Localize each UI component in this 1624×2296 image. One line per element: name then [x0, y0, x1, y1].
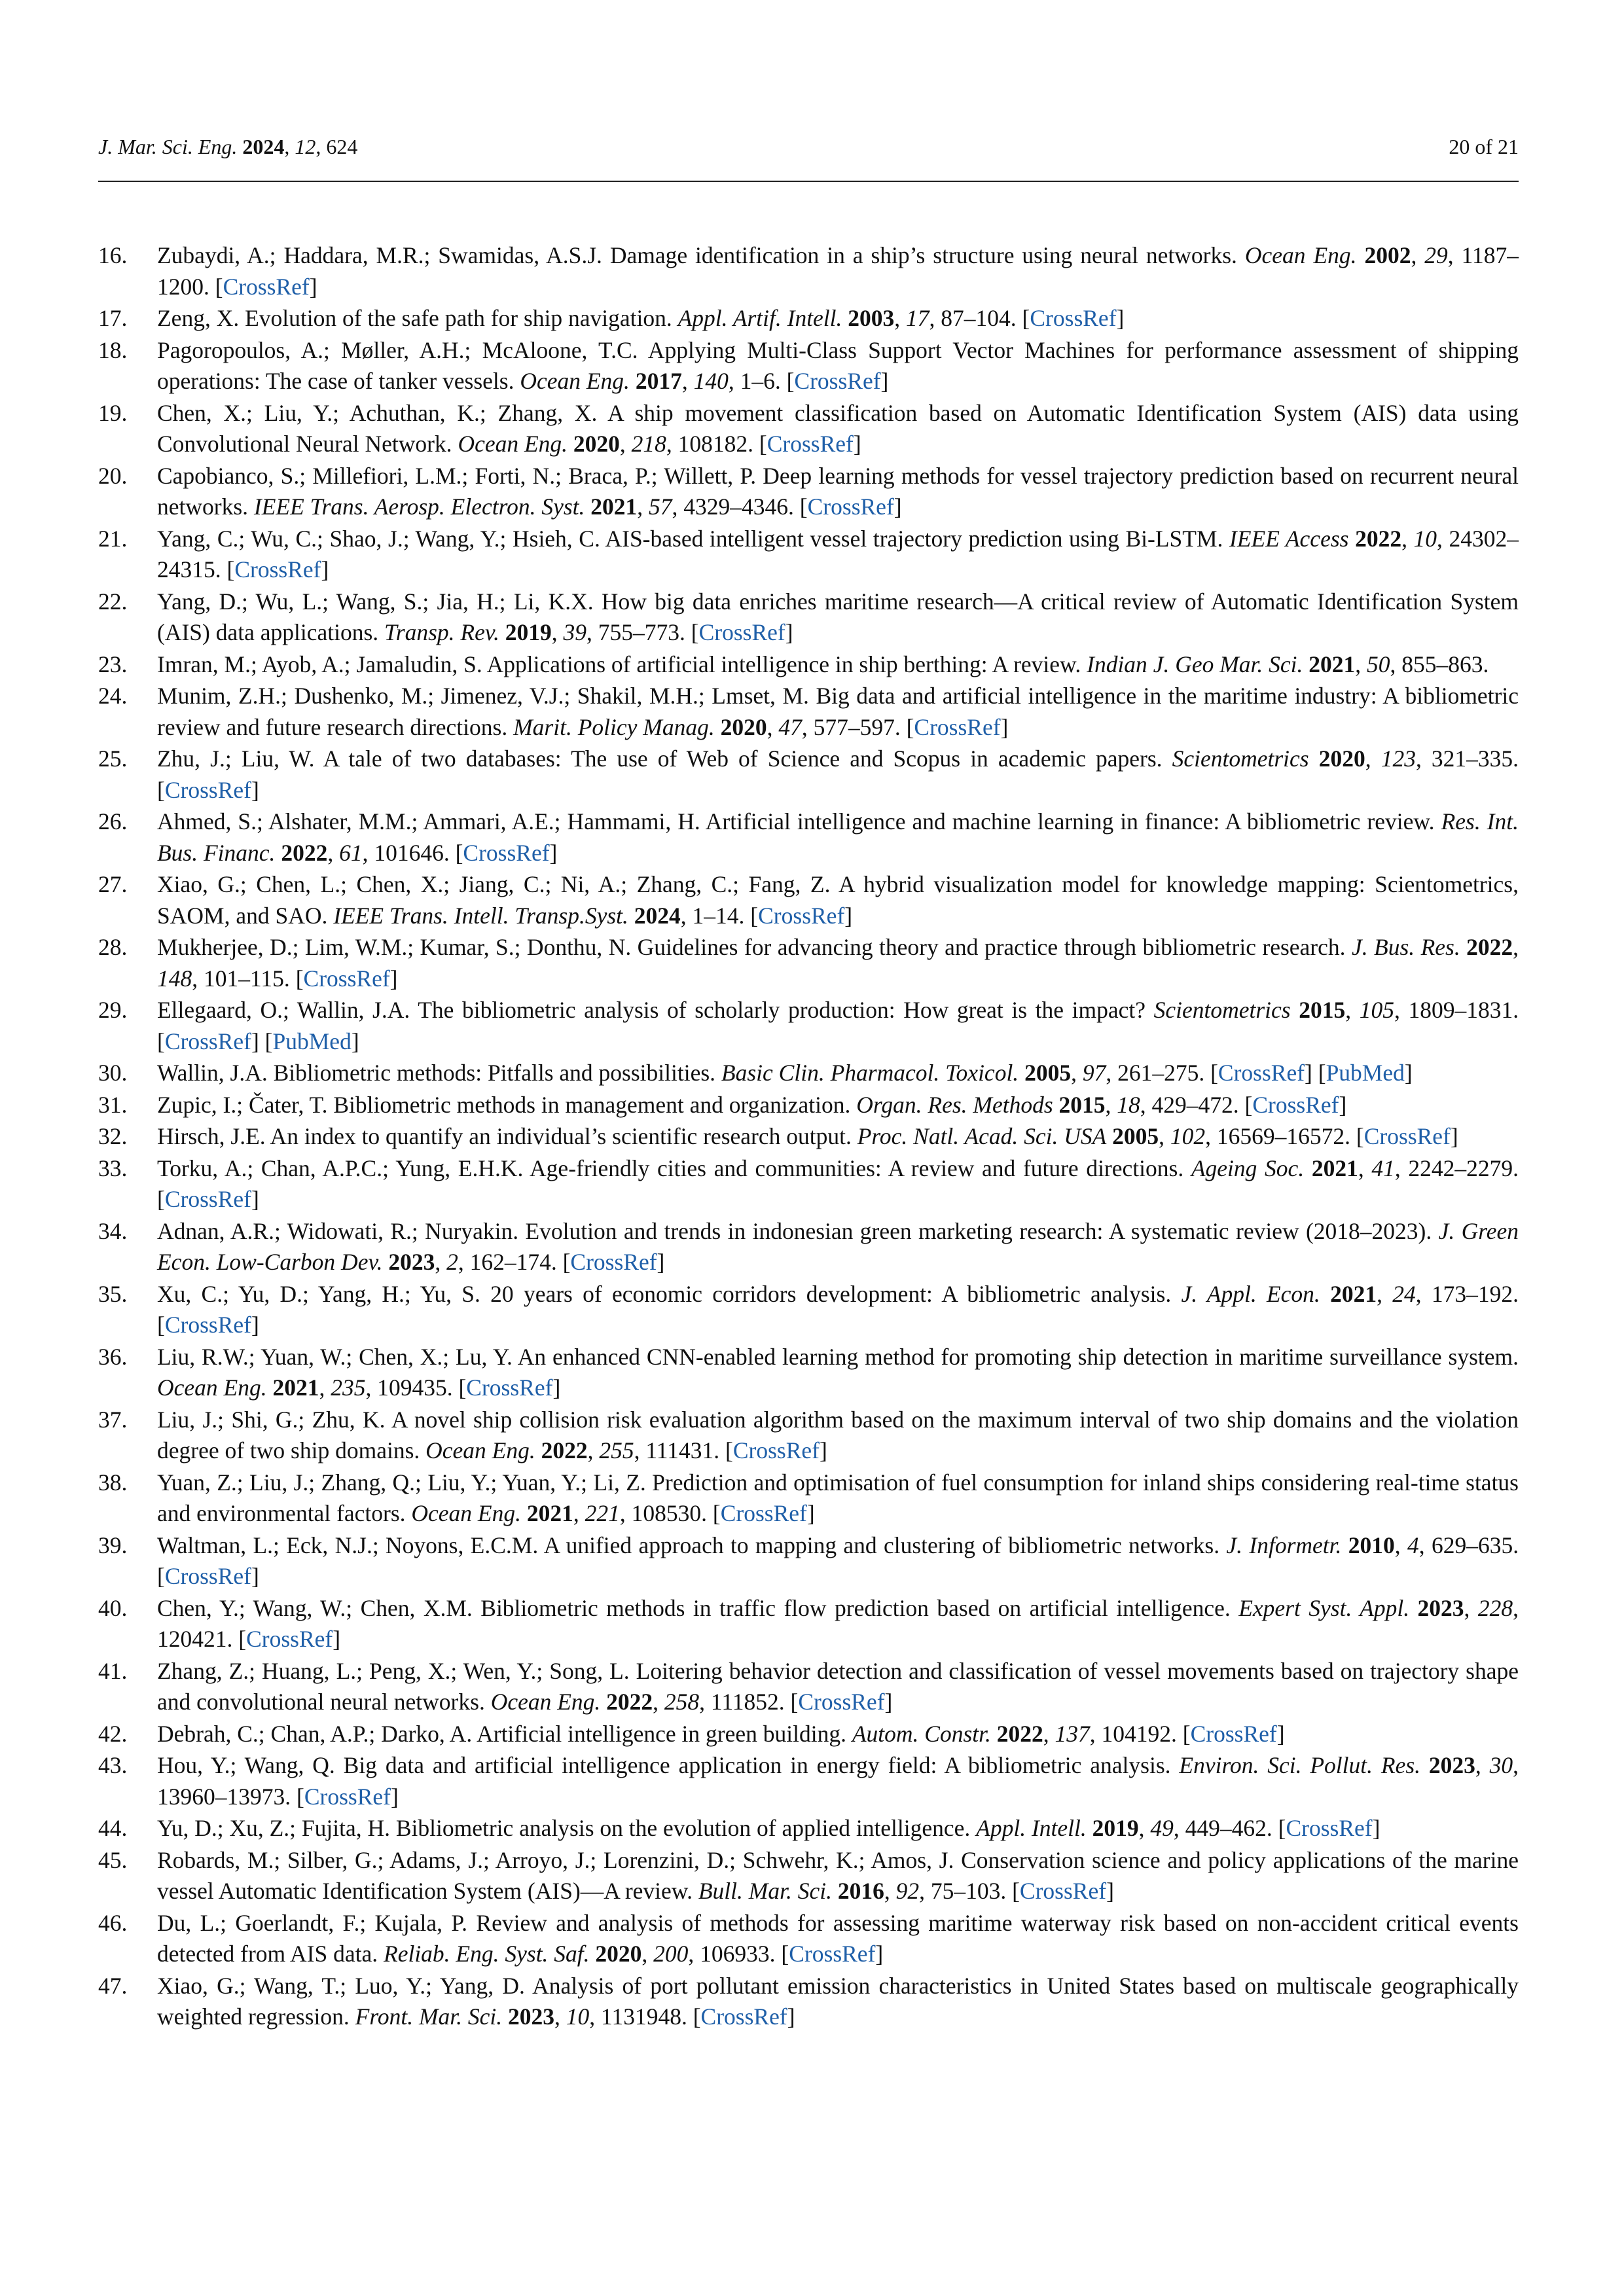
crossref-link[interactable]: CrossRef: [720, 1500, 807, 1526]
reference-authors-title: Zeng, X. Evolution of the safe path for ship navigation.: [157, 305, 672, 331]
reference-pages: 101–115.: [204, 965, 290, 992]
pubmed-link[interactable]: PubMed: [1326, 1060, 1405, 1086]
reference-text: Adnan, A.R.; Widowati, R.; Nuryakin. Evolution and trends in indonesian green marketing research: A systematic review (2018–2023). J. Green Econ. Low-Carbon Dev. 2023, 2, 162–174. [CrossRef]: [157, 1217, 1519, 1275]
reference-volume: 92: [895, 1878, 920, 1904]
reference-pages: 1–6.: [740, 368, 781, 394]
reference-item: [98, 744, 1519, 806]
reference-year: 2023: [388, 1249, 435, 1275]
reference-item: [98, 1719, 1519, 1750]
reference-year: 2022: [606, 1689, 653, 1715]
reference-item: [98, 1121, 1519, 1153]
reference-number: 29.: [98, 997, 128, 1023]
article-number: 624: [326, 135, 358, 158]
reference-authors-title: Waltman, L.; Eck, N.J.; Noyons, E.C.M. A unified approach to mapping and clustering of bibliometric networks.: [157, 1532, 1220, 1558]
reference-item: [98, 995, 1519, 1057]
reference-text: Waltman, L.; Eck, N.J.; Noyons, E.C.M. A unified approach to mapping and clustering of bibliometric networks. J. Informetr. 2010, 4, 629–635. [CrossRef]: [157, 1532, 1519, 1589]
crossref-link[interactable]: CrossRef: [794, 368, 881, 394]
reference-item: [98, 240, 1519, 302]
reference-volume: 228: [1477, 1594, 1513, 1621]
reference-text: Yang, D.; Wu, L.; Wang, S.; Jia, H.; Li, K.X. How big data enriches maritime research—A critical review of Automatic Identification System (AIS) data applications. Transp. Rev. 2019, 39, 755–773. [CrossRef]: [157, 588, 1519, 645]
crossref-link[interactable]: CrossRef: [1019, 1878, 1107, 1904]
reference-number: 25.: [98, 745, 128, 772]
reference-item: [98, 681, 1519, 743]
reference-text: Capobianco, S.; Millefiori, L.M.; Forti, N.; Braca, P.; Willett, P. Deep learning methods for vessel trajectory prediction based on recurrent neural networks. IEEE Trans. Aerosp. Electron. Syst. 2021, 57, 4329–4346. [CrossRef]: [157, 462, 1519, 520]
crossref-link[interactable]: CrossRef: [758, 902, 845, 929]
crossref-link[interactable]: CrossRef: [1286, 1815, 1373, 1841]
crossref-link[interactable]: CrossRef: [304, 1783, 391, 1810]
reference-journal: J. Bus. Res.: [1351, 934, 1460, 960]
reference-journal: Transp. Rev.: [384, 619, 499, 645]
reference-text: Zeng, X. Evolution of the safe path for ship navigation. Appl. Artif. Intell. 2003, 17, 87–104. [CrossRef]: [157, 305, 1125, 331]
reference-item: [98, 649, 1519, 681]
reference-year: 2020: [720, 713, 767, 740]
reference-volume: 97: [1082, 1060, 1106, 1086]
reference-authors-title: Imran, M.; Ayob, A.; Jamaludin, S. Applications of artificial intelligence in ship berthing: A review.: [157, 651, 1081, 677]
reference-year: 2022: [996, 1720, 1043, 1747]
reference-number: 18.: [98, 336, 128, 363]
reference-authors-title: Zhang, Z.; Huang, L.; Peng, X.; Wen, Y.; Song, L. Loitering behavior detection and classification of vessel movements based on trajectory shape and convolutional neural networks.: [157, 1657, 1519, 1715]
reference-pages: 577–597.: [813, 713, 901, 740]
reference-authors-title: Yu, D.; Xu, Z.; Fujita, H. Bibliometric analysis on the evolution of applied intelligence.: [157, 1815, 971, 1841]
reference-year: 2003: [848, 305, 895, 331]
reference-journal: Expert Syst. Appl.: [1238, 1594, 1410, 1621]
reference-journal: J. Appl. Econ.: [1181, 1280, 1320, 1307]
reference-volume: 235: [331, 1374, 366, 1401]
reference-text: Hirsch, J.E. An index to quantify an individual’s scientific research output. Proc. Natl. Acad. Sci. USA 2005, 102, 16569–16572. [CrossRef]: [157, 1123, 1458, 1149]
reference-number: 21.: [98, 525, 128, 552]
reference-year: 2021: [1308, 651, 1356, 677]
reference-authors-title: Capobianco, S.; Millefiori, L.M.; Forti, N.; Braca, P.; Willett, P. Deep learning methods for vessel trajectory prediction based on recurrent neural networks.: [157, 462, 1519, 520]
reference-journal: Ocean Eng.: [520, 368, 630, 394]
reference-journal: IEEE Trans. Intell. Transp.Syst.: [333, 902, 628, 929]
reference-text: Ellegaard, O.; Wallin, J.A. The bibliometric analysis of scholarly production: How great is the impact? Scientometrics 2015, 105, 1809–1831. [CrossRef] [PubMed]: [157, 997, 1519, 1054]
reference-journal: Bull. Mar. Sci.: [698, 1878, 832, 1904]
reference-number: 32.: [98, 1123, 128, 1149]
reference-journal: Scientometrics: [1153, 997, 1291, 1023]
reference-item: [98, 1845, 1519, 1907]
reference-number: 46.: [98, 1909, 128, 1936]
reference-text: Liu, J.; Shi, G.; Zhu, K. A novel ship collision risk evaluation algorithm based on the maximum interval of two ship domains and the violation degree of two ship domains. Ocean Eng. 2022, 255, 111431. [CrossRef]: [157, 1406, 1519, 1463]
crossref-link[interactable]: CrossRef: [767, 431, 854, 457]
reference-pages: 321–335.: [1431, 745, 1519, 772]
reference-text: Pagoropoulos, A.; Møller, A.H.; McAloone, T.C. Applying Multi-Class Support Vector Machines for performance assessment of shipping operations: The case of tanker vessels. Ocean Eng. 2017, 140, 1–6. [CrossRef]: [157, 336, 1519, 394]
crossref-link[interactable]: CrossRef: [164, 1563, 251, 1589]
reference-item: [98, 398, 1519, 460]
reference-number: 20.: [98, 462, 128, 489]
reference-year: 2024: [634, 902, 681, 929]
reference-list: [98, 240, 1519, 2034]
reference-pages: 1809–1831.: [1408, 997, 1519, 1023]
reference-journal: Appl. Intell.: [976, 1815, 1087, 1841]
reference-text: Hou, Y.; Wang, Q. Big data and artificial intelligence application in energy field: A bibliometric analysis. Environ. Sci. Pollut. Res. 2023, 30, 13960–13973. [CrossRef]: [157, 1752, 1519, 1810]
reference-text: Mukherjee, D.; Lim, W.M.; Kumar, S.; Donthu, N. Guidelines for advancing theory and practice through bibliometric research. J. Bus. Res. 2022, 148, 101–115. [CrossRef]: [157, 934, 1519, 992]
crossref-link[interactable]: CrossRef: [1218, 1060, 1305, 1086]
reference-text: Xiao, G.; Wang, T.; Luo, Y.; Yang, D. Analysis of port pollutant emission characteristics in United States based on multiscale geographically weighted regression. Front. Mar. Sci. 2023, 10, 1131948. [CrossRef]: [157, 1972, 1519, 2030]
reference-number: 33.: [98, 1155, 128, 1181]
reference-volume: 30: [1489, 1752, 1513, 1778]
reference-text: Yu, D.; Xu, Z.; Fujita, H. Bibliometric analysis on the evolution of applied intelligence. Appl. Intell. 2019, 49, 449–462. [CrossRef]: [157, 1815, 1380, 1841]
reference-year: 2021: [1330, 1280, 1377, 1307]
reference-pages: 104192.: [1101, 1720, 1177, 1747]
reference-number: 26.: [98, 808, 128, 834]
reference-pages: 111852.: [710, 1689, 785, 1715]
reference-year: 2019: [1092, 1815, 1139, 1841]
reference-item: [98, 461, 1519, 523]
crossref-link[interactable]: CrossRef: [1252, 1091, 1339, 1118]
reference-year: 2005: [1024, 1060, 1072, 1086]
reference-text: Yuan, Z.; Liu, J.; Zhang, Q.; Liu, Y.; Yuan, Y.; Li, Z. Prediction and optimisation of fuel consumption for inland ships considering real-time status and environmental factors. Ocean Eng. 2021, 221, 108530. [CrossRef]: [157, 1469, 1519, 1526]
reference-year: 2002: [1364, 242, 1411, 268]
reference-volume: 258: [664, 1689, 700, 1715]
reference-journal: Ocean Eng.: [458, 431, 568, 457]
crossref-link[interactable]: CrossRef: [466, 1374, 553, 1401]
reference-authors-title: Xu, C.; Yu, D.; Yang, H.; Yu, S. 20 years of economic corridors development: A bibliometric analysis.: [157, 1280, 1172, 1307]
crossref-link[interactable]: CrossRef: [570, 1249, 657, 1275]
reference-journal: Front. Mar. Sci.: [355, 2003, 503, 2030]
reference-authors-title: Torku, A.; Chan, A.P.C.; Yung, E.H.K. Age-friendly cities and communities: A review and future directions.: [157, 1155, 1184, 1181]
reference-journal: Scientometrics: [1172, 745, 1309, 772]
reference-item: [98, 869, 1519, 931]
crossref-link[interactable]: CrossRef: [246, 1626, 333, 1652]
reference-authors-title: Wallin, J.A. Bibliometric methods: Pitfalls and possibilities.: [157, 1060, 716, 1086]
reference-journal: IEEE Trans. Aerosp. Electron. Syst.: [253, 493, 585, 520]
reference-volume: 39: [563, 619, 586, 645]
reference-item: [98, 1750, 1519, 1812]
reference-text: Ahmed, S.; Alshater, M.M.; Ammari, A.E.; Hammami, H. Artificial intelligence and machine learning in finance: A bibliometric review. Res. Int. Bus. Financ. 2022, 61, 101646. [CrossRef]: [157, 808, 1519, 866]
reference-number: 35.: [98, 1280, 128, 1307]
reference-year: 2023: [1428, 1752, 1475, 1778]
crossref-link[interactable]: CrossRef: [807, 493, 894, 520]
crossref-link[interactable]: CrossRef: [789, 1941, 876, 1967]
reference-year: 2019: [505, 619, 552, 645]
reference-volume: 41: [1371, 1155, 1395, 1181]
reference-text: Du, L.; Goerlandt, F.; Kujala, P. Review and analysis of methods for assessing maritime waterway risk based on non-accident critical events detected from AIS data. Reliab. Eng. Syst. Saf. 2020, 200, 106933. [CrossRef]: [157, 1909, 1519, 1967]
crossref-link[interactable]: CrossRef: [164, 1186, 251, 1212]
crossref-link[interactable]: CrossRef: [798, 1689, 885, 1715]
reference-authors-title: Zupic, I.; Čater, T. Bibliometric methods in management and organization.: [157, 1091, 851, 1118]
reference-journal: Ageing Soc.: [1191, 1155, 1305, 1181]
reference-authors-title: Xiao, G.; Wang, T.; Luo, Y.; Yang, D. Analysis of port pollutant emission characteristics in United States based on multiscale geographically weighted regression.: [157, 1972, 1519, 2030]
crossref-link[interactable]: CrossRef: [1030, 305, 1117, 331]
reference-pages: 111431.: [645, 1437, 720, 1463]
reference-number: 34.: [98, 1217, 128, 1244]
header-divider: [98, 181, 1519, 182]
reference-pages: 755–773.: [598, 619, 685, 645]
reference-item: [98, 1908, 1519, 1970]
reference-volume: 102: [1170, 1123, 1206, 1149]
reference-number: 40.: [98, 1594, 128, 1621]
reference-volume: 140: [693, 368, 729, 394]
reference-volume: 29: [1424, 242, 1448, 268]
reference-pages: 162–174.: [469, 1249, 557, 1275]
reference-authors-title: Zubaydi, A.; Haddara, M.R.; Swamidas, A.S.J. Damage identification in a ship’s structure using neural networks.: [157, 242, 1237, 268]
reference-number: 23.: [98, 651, 128, 677]
reference-authors-title: Mukherjee, D.; Lim, W.M.; Kumar, S.; Donthu, N. Guidelines for advancing theory and practice through bibliometric research.: [157, 934, 1346, 960]
reference-text: Zubaydi, A.; Haddara, M.R.; Swamidas, A.S.J. Damage identification in a ship’s structure using neural networks. Ocean Eng. 2002, 29, 1187–1200. [CrossRef]: [157, 242, 1519, 300]
journal-volume: 12: [295, 135, 316, 158]
reference-pages: 2242–2279.: [1408, 1155, 1519, 1181]
journal-citation: J. Mar. Sci. Eng. 2024, 12, 624: [98, 135, 358, 158]
reference-authors-title: Debrah, C.; Chan, A.P.; Darko, A. Artificial intelligence in green building.: [157, 1720, 846, 1747]
reference-authors-title: Liu, R.W.; Yuan, W.; Chen, X.; Lu, Y. An enhanced CNN-enabled learning method for promoting ship detection in maritime surveillance system.: [157, 1343, 1519, 1370]
reference-text: Imran, M.; Ayob, A.; Jamaludin, S. Applications of artificial intelligence in ship berthing: A review. Indian J. Geo Mar. Sci. 2021, 50, 855–863.: [157, 651, 1489, 677]
reference-journal: Ocean Eng.: [490, 1689, 601, 1715]
reference-text: Zupic, I.; Čater, T. Bibliometric methods in management and organization. Organ. Res. Methods 2015, 18, 429–472. [CrossRef]: [157, 1091, 1347, 1118]
reference-number: 31.: [98, 1091, 128, 1118]
crossref-link[interactable]: CrossRef: [164, 776, 251, 803]
reference-authors-title: Munim, Z.H.; Dushenko, M.; Jimenez, V.J.; Shakil, M.H.; Lmset, M. Big data and artificial intelligence in the maritime industry: A bibliometric review and future research directions.: [157, 683, 1519, 740]
reference-journal: Res. Int. Bus. Financ.: [157, 808, 1519, 866]
crossref-link[interactable]: CrossRef: [463, 839, 550, 866]
reference-journal: Marit. Policy Manag.: [513, 713, 715, 740]
reference-item: [98, 335, 1519, 397]
reference-pages: 109435.: [377, 1374, 453, 1401]
page-number: 20 of 21: [1449, 135, 1519, 158]
reference-year: 2021: [526, 1500, 573, 1526]
crossref-link[interactable]: CrossRef: [698, 619, 785, 645]
reference-number: 44.: [98, 1815, 128, 1841]
reference-number: 45.: [98, 1846, 128, 1873]
reference-pages: 87–104.: [941, 305, 1017, 331]
reference-pages: 629–635.: [1431, 1532, 1519, 1558]
reference-item: [98, 1153, 1519, 1215]
reference-journal: IEEE Access: [1229, 525, 1349, 552]
reference-year: 2021: [272, 1374, 319, 1401]
reference-journal: Autom. Constr.: [852, 1720, 991, 1747]
reference-text: Debrah, C.; Chan, A.P.; Darko, A. Artificial intelligence in green building. Autom. Constr. 2022, 137, 104192. [CrossRef]: [157, 1720, 1285, 1747]
reference-text: Robards, M.; Silber, G.; Adams, J.; Arroyo, J.; Lorenzini, D.; Schwehr, K.; Amos, J. Conservation science and policy applications of the marine vessel Automatic Identification System (AIS)—A review. Bull. Mar. Sci. 2016, 92, 75–103. [CrossRef]: [157, 1846, 1519, 1904]
reference-item: [98, 932, 1519, 994]
crossref-link[interactable]: CrossRef: [164, 1312, 251, 1338]
crossref-link[interactable]: CrossRef: [1190, 1720, 1277, 1747]
reference-volume: 123: [1380, 745, 1416, 772]
reference-text: Chen, X.; Liu, Y.; Achuthan, K.; Zhang, X. A ship movement classification based on Automatic Identification System (AIS) data using Convolutional Neural Network. Ocean Eng. 2020, 218, 108182. [CrossRef]: [157, 399, 1519, 457]
reference-number: 37.: [98, 1406, 128, 1433]
crossref-link[interactable]: CrossRef: [223, 273, 310, 300]
reference-number: 16.: [98, 242, 128, 268]
journal-abbrev: J. Mar. Sci. Eng.: [98, 135, 238, 158]
reference-authors-title: Chen, Y.; Wang, W.; Chen, X.M. Bibliometric methods in traffic flow prediction based on artificial intelligence.: [157, 1594, 1231, 1621]
reference-authors-title: Pagoropoulos, A.; Møller, A.H.; McAloone, T.C. Applying Multi-Class Support Vector Machines for performance assessment of shipping operations: The case of tanker vessels.: [157, 336, 1519, 394]
reference-volume: 255: [599, 1437, 634, 1463]
journal-year: 2024: [242, 135, 285, 158]
reference-number: 27.: [98, 871, 128, 897]
reference-journal: Ocean Eng.: [157, 1374, 267, 1401]
reference-text: Zhang, Z.; Huang, L.; Peng, X.; Wen, Y.; Song, L. Loitering behavior detection and classification of vessel movements based on trajectory shape and convolutional neural networks. Ocean Eng. 2022, 258, 111852. [CrossRef]: [157, 1657, 1519, 1715]
reference-number: 30.: [98, 1060, 128, 1086]
reference-pages: 4329–4346.: [683, 493, 794, 520]
reference-volume: 57: [649, 493, 672, 520]
reference-volume: 137: [1055, 1720, 1090, 1747]
reference-pages: 1–14.: [692, 902, 745, 929]
reference-year: 2021: [1311, 1155, 1358, 1181]
reference-authors-title: Xiao, G.; Chen, L.; Chen, X.; Jiang, C.; Ni, A.; Zhang, C.; Fang, Z. A hybrid visualization model for knowledge mapping: Scientometrics, SAOM, and SAO.: [157, 871, 1519, 929]
reference-volume: 49: [1150, 1815, 1174, 1841]
reference-volume: 4: [1407, 1532, 1419, 1558]
reference-year: 2010: [1348, 1532, 1395, 1558]
reference-volume: 218: [631, 431, 666, 457]
reference-year: 2021: [590, 493, 638, 520]
reference-volume: 2: [446, 1249, 458, 1275]
reference-item: [98, 1342, 1519, 1404]
reference-pages: 120421.: [157, 1626, 233, 1652]
reference-year: 2022: [281, 839, 328, 866]
reference-year: 2020: [595, 1941, 642, 1967]
pubmed-link[interactable]: PubMed: [272, 1028, 352, 1054]
reference-pages: 101646.: [374, 839, 450, 866]
reference-number: 43.: [98, 1752, 128, 1778]
reference-text: Torku, A.; Chan, A.P.C.; Yung, E.H.K. Age-friendly cities and communities: A review and future directions. Ageing Soc. 2021, 41, 2242–2279. [CrossRef]: [157, 1155, 1519, 1212]
reference-authors-title: Chen, X.; Liu, Y.; Achuthan, K.; Zhang, X. A ship movement classification based on Automatic Identification System (AIS) data using Convolutional Neural Network.: [157, 399, 1519, 457]
reference-text: Liu, R.W.; Yuan, W.; Chen, X.; Lu, Y. An enhanced CNN-enabled learning method for promoting ship detection in maritime surveillance system. Ocean Eng. 2021, 235, 109435. [CrossRef]: [157, 1343, 1519, 1401]
reference-number: 17.: [98, 305, 128, 331]
reference-item: [98, 1405, 1519, 1467]
reference-authors-title: Yang, C.; Wu, C.; Shao, J.; Wang, Y.; Hsieh, C. AIS-based intelligent vessel trajectory prediction using Bi-LSTM.: [157, 525, 1223, 552]
reference-item: [98, 1813, 1519, 1844]
reference-pages: 108530.: [631, 1500, 707, 1526]
reference-volume: 148: [157, 965, 192, 992]
reference-item: [98, 1216, 1519, 1278]
reference-pages: 261–275.: [1117, 1060, 1205, 1086]
reference-year: 2017: [635, 368, 682, 394]
reference-pages: 173–192.: [1431, 1280, 1519, 1307]
reference-authors-title: Robards, M.; Silber, G.; Adams, J.; Arroyo, J.; Lorenzini, D.; Schwehr, K.; Amos, J. Conservation science and policy applications of the marine vessel Automatic Identification System (AIS)—A review.: [157, 1846, 1519, 1904]
reference-journal: Indian J. Geo Mar. Sci.: [1087, 651, 1303, 677]
reference-pages: 75–103.: [930, 1878, 1007, 1904]
reference-year: 2022: [541, 1437, 588, 1463]
reference-journal: Appl. Artif. Intell.: [677, 305, 842, 331]
reference-volume: 10: [566, 2003, 590, 2030]
reference-journal: Ocean Eng.: [1244, 242, 1357, 268]
reference-pages: 108182.: [677, 431, 754, 457]
reference-item: [98, 1971, 1519, 2033]
reference-number: 36.: [98, 1343, 128, 1370]
crossref-link[interactable]: CrossRef: [1363, 1123, 1451, 1149]
reference-year: 2022: [1355, 525, 1402, 552]
reference-volume: 47: [778, 713, 802, 740]
reference-volume: 10: [1413, 525, 1437, 552]
reference-item: [98, 524, 1519, 586]
reference-pages: 106933.: [700, 1941, 776, 1967]
reference-journal: Environ. Sci. Pollut. Res.: [1179, 1752, 1421, 1778]
reference-item: [98, 303, 1519, 334]
reference-number: 22.: [98, 588, 128, 615]
reference-authors-title: Hou, Y.; Wang, Q. Big data and artificial intelligence application in energy field: A bibliometric analysis.: [157, 1752, 1171, 1778]
reference-pages: 449–462.: [1185, 1815, 1272, 1841]
reference-year: 2016: [837, 1878, 884, 1904]
crossref-link[interactable]: CrossRef: [234, 556, 321, 583]
reference-authors-title: Hirsch, J.E. An index to quantify an individual’s scientific research output.: [157, 1123, 852, 1149]
reference-pages: 24302–24315.: [157, 525, 1519, 583]
reference-volume: 18: [1117, 1091, 1140, 1118]
reference-number: 41.: [98, 1657, 128, 1684]
reference-authors-title: Ahmed, S.; Alshater, M.M.; Ammari, A.E.; Hammami, H. Artificial intelligence and machine learning in finance: A bibliometric review.: [157, 808, 1435, 834]
reference-pages: 13960–13973.: [157, 1783, 291, 1810]
reference-year: 2022: [1466, 934, 1513, 960]
crossref-link[interactable]: CrossRef: [164, 1028, 251, 1054]
reference-item: [98, 1058, 1519, 1089]
reference-authors-title: Adnan, A.R.; Widowati, R.; Nuryakin. Evolution and trends in indonesian green marketing research: A systematic review (2018–2023).: [157, 1217, 1432, 1244]
reference-volume: 200: [653, 1941, 689, 1967]
reference-item: [98, 1467, 1519, 1530]
reference-item: [98, 1279, 1519, 1341]
reference-number: 39.: [98, 1532, 128, 1558]
reference-number: 47.: [98, 1972, 128, 1999]
reference-volume: 61: [339, 839, 363, 866]
reference-year: 2023: [508, 2003, 555, 2030]
reference-text: Xiao, G.; Chen, L.; Chen, X.; Jiang, C.; Ni, A.; Zhang, C.; Fang, Z. A hybrid visualization model for knowledge mapping: Scientometrics, SAOM, and SAO. IEEE Trans. Intell. Transp.Syst. 2024, 1–14. [CrossRef]: [157, 871, 1519, 929]
reference-text: Wallin, J.A. Bibliometric methods: Pitfalls and possibilities. Basic Clin. Pharmacol. Toxicol. 2005, 97, 261–275. [CrossRef] [PubMed]: [157, 1060, 1413, 1086]
reference-pages: 855–863.: [1401, 651, 1489, 677]
reference-year: 2020: [573, 431, 620, 457]
reference-authors-title: Yuan, Z.; Liu, J.; Zhang, Q.; Liu, Y.; Yuan, Y.; Li, Z. Prediction and optimisation of fuel consumption for inland ships considering real-time status and environmental factors.: [157, 1469, 1519, 1526]
reference-item: [98, 1090, 1519, 1121]
reference-year: 2015: [1299, 997, 1346, 1023]
reference-item: [98, 1530, 1519, 1592]
reference-number: 24.: [98, 683, 128, 709]
reference-item: [98, 1593, 1519, 1655]
reference-number: 19.: [98, 399, 128, 426]
reference-year: 2020: [1318, 745, 1365, 772]
reference-item: [98, 806, 1519, 869]
reference-year: 2023: [1417, 1594, 1464, 1621]
reference-pages: 1131948.: [601, 2003, 687, 2030]
reference-volume: 24: [1392, 1280, 1416, 1307]
reference-text: Yang, C.; Wu, C.; Shao, J.; Wang, Y.; Hsieh, C. AIS-based intelligent vessel trajectory prediction using Bi-LSTM. IEEE Access 2022, 10, 24302–24315. [CrossRef]: [157, 525, 1519, 583]
reference-text: Xu, C.; Yu, D.; Yang, H.; Yu, S. 20 years of economic corridors development: A bibliometric analysis. J. Appl. Econ. 2021, 24, 173–192. [CrossRef]: [157, 1280, 1519, 1338]
reference-text: Chen, Y.; Wang, W.; Chen, X.M. Bibliometric methods in traffic flow prediction based on artificial intelligence. Expert Syst. Appl. 2023, 228, 120421. [CrossRef]: [157, 1594, 1519, 1652]
reference-authors-title: Du, L.; Goerlandt, F.; Kujala, P. Review and analysis of methods for assessing maritime waterway risk based on non-accident critical events detected from AIS data.: [157, 1909, 1519, 1967]
reference-authors-title: Liu, J.; Shi, G.; Zhu, K. A novel ship collision risk evaluation algorithm based on the maximum interval of two ship domains and the violation degree of two ship domains.: [157, 1406, 1519, 1463]
reference-number: 42.: [98, 1720, 128, 1747]
reference-journal: Ocean Eng.: [411, 1500, 521, 1526]
reference-authors-title: Yang, D.; Wu, L.; Wang, S.; Jia, H.; Li, K.X. How big data enriches maritime research—A critical review of Automatic Identification System (AIS) data applications.: [157, 588, 1519, 645]
reference-journal: Proc. Natl. Acad. Sci. USA: [857, 1123, 1107, 1149]
reference-journal: Basic Clin. Pharmacol. Toxicol.: [721, 1060, 1019, 1086]
reference-pages: 429–472.: [1151, 1091, 1239, 1118]
crossref-link[interactable]: CrossRef: [914, 713, 1001, 740]
reference-year: 2015: [1058, 1091, 1106, 1118]
reference-number: 28.: [98, 934, 128, 960]
page-header: [98, 134, 1519, 173]
reference-text: Zhu, J.; Liu, W. A tale of two databases: The use of Web of Science and Scopus in academic papers. Scientometrics 2020, 123, 321–335. [CrossRef]: [157, 745, 1519, 803]
reference-pages: 16569–16572.: [1216, 1123, 1351, 1149]
reference-journal: Reliab. Eng. Syst. Saf.: [384, 1941, 590, 1967]
reference-volume: 221: [585, 1500, 620, 1526]
reference-journal: Ocean Eng.: [425, 1437, 535, 1463]
reference-volume: 17: [906, 305, 929, 331]
reference-item: [98, 586, 1519, 649]
reference-volume: 50: [1367, 651, 1390, 677]
reference-year: 2005: [1112, 1123, 1159, 1149]
reference-journal: J. Green Econ. Low-Carbon Dev.: [157, 1217, 1519, 1275]
crossref-link[interactable]: CrossRef: [700, 2003, 787, 2030]
reference-authors-title: Ellegaard, O.; Wallin, J.A. The bibliometric analysis of scholarly production: How great is the impact?: [157, 997, 1146, 1023]
reference-authors-title: Zhu, J.; Liu, W. A tale of two databases: The use of Web of Science and Scopus in academic papers.: [157, 745, 1163, 772]
reference-pages: 1187–1200.: [157, 242, 1519, 300]
reference-number: 38.: [98, 1469, 128, 1496]
reference-journal: J. Informetr.: [1226, 1532, 1342, 1558]
reference-text: Munim, Z.H.; Dushenko, M.; Jimenez, V.J.; Shakil, M.H.; Lmset, M. Big data and artificial intelligence in the maritime industry: A bibliometric review and future research directions. Marit. Policy Manag. 2020, 47, 577–597. [CrossRef]: [157, 683, 1519, 740]
reference-journal: Organ. Res. Methods: [856, 1091, 1053, 1118]
crossref-link[interactable]: CrossRef: [303, 965, 390, 992]
reference-item: [98, 1656, 1519, 1718]
crossref-link[interactable]: CrossRef: [732, 1437, 820, 1463]
reference-volume: 105: [1359, 997, 1394, 1023]
